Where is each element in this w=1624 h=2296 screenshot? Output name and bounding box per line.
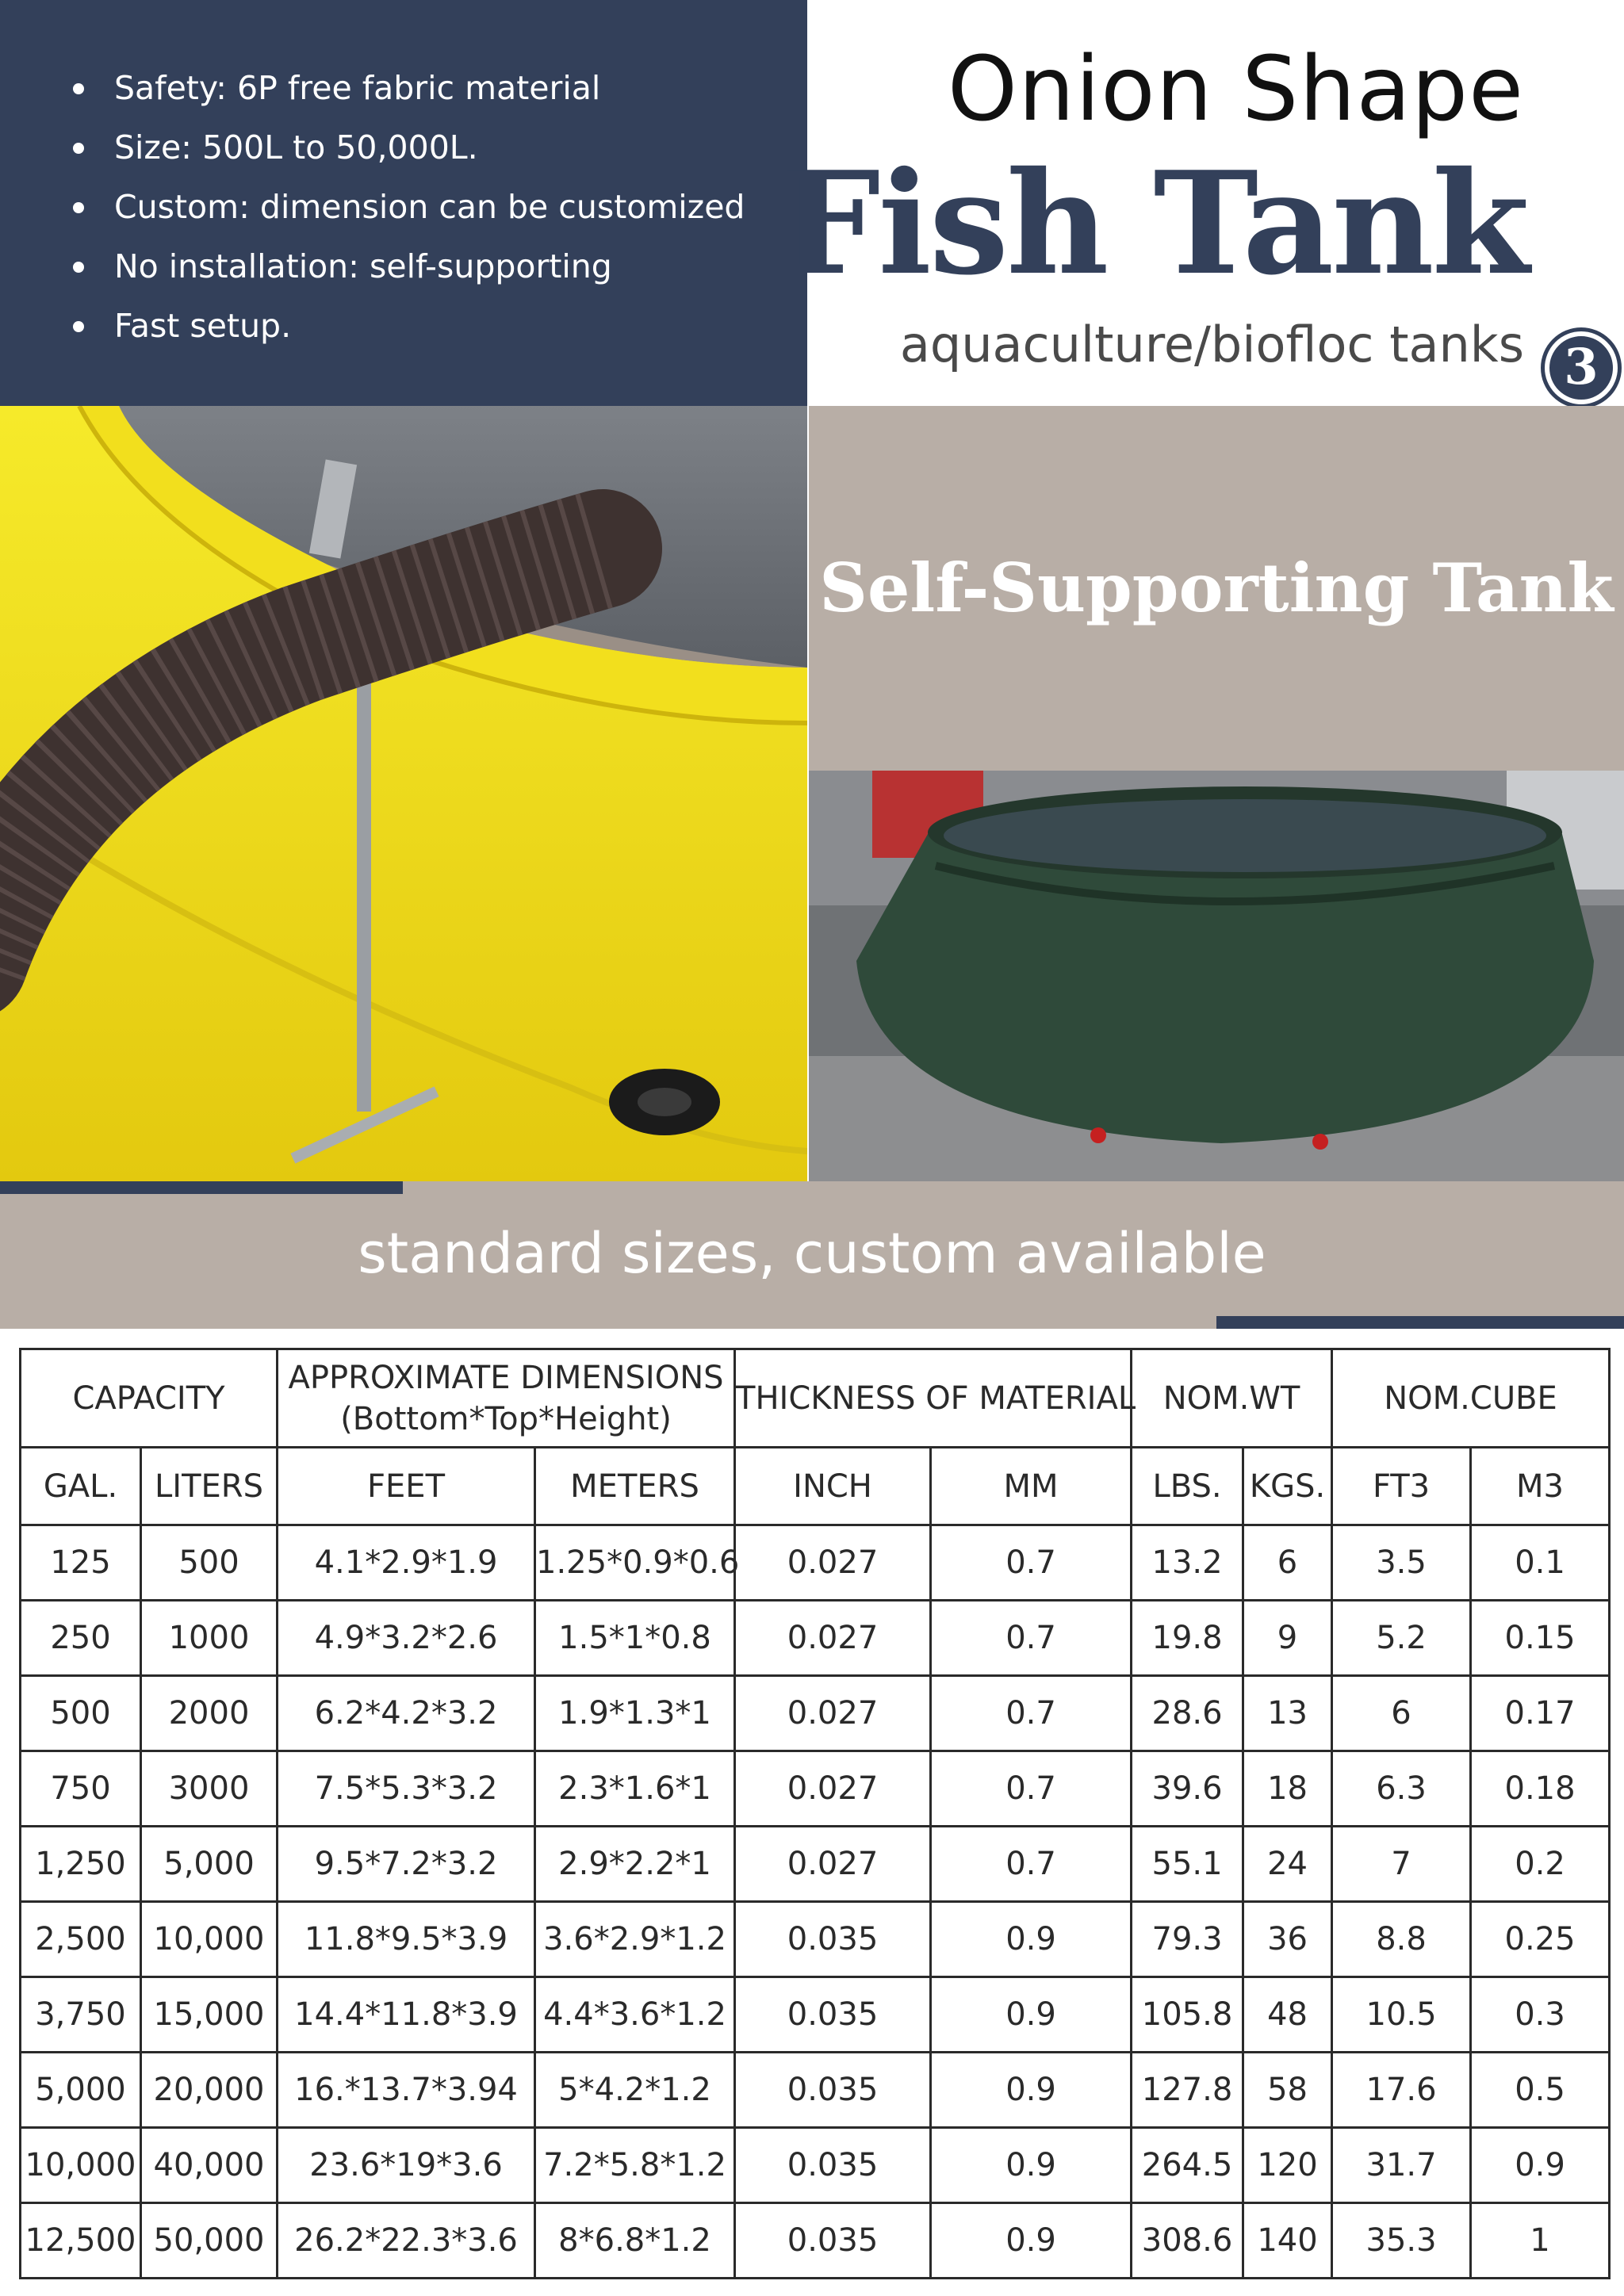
table-cell: 500	[21, 1676, 141, 1751]
table-row	[21, 1676, 1610, 1751]
table-cell: 10.5	[1332, 1977, 1471, 2053]
table-cell: 5.2	[1332, 1601, 1471, 1676]
feature-item	[73, 297, 745, 356]
bullet-icon	[73, 262, 84, 273]
table-cell: 308.6	[1132, 2203, 1243, 2279]
table-cell: 4.4*3.6*1.2	[535, 1977, 735, 2053]
column-header: FT3	[1332, 1448, 1471, 1525]
bullet-icon	[73, 202, 84, 213]
table-cell: 0.035	[735, 1977, 931, 2053]
table-row	[21, 1525, 1610, 1601]
table-row	[21, 2128, 1610, 2203]
green-tank-photo	[809, 771, 1624, 1181]
table-cell: 0.25	[1471, 1902, 1610, 1977]
table-cell: 120	[1243, 2128, 1332, 2203]
table-cell: 8.8	[1332, 1902, 1471, 1977]
feature-item	[73, 237, 745, 297]
column-header: FEET	[278, 1448, 535, 1525]
table-cell: 3.5	[1332, 1525, 1471, 1601]
table-cell: 0.035	[735, 1902, 931, 1977]
table-cell: 250	[21, 1601, 141, 1676]
table-cell: 24	[1243, 1827, 1332, 1902]
table-cell: 4.9*3.2*2.6	[278, 1601, 535, 1676]
table-cell: 105.8	[1132, 1977, 1243, 2053]
table-cell: 5,000	[21, 2053, 141, 2128]
feature-text: Custom: dimension can be customized	[114, 188, 745, 226]
table-body	[21, 1525, 1610, 2279]
table-cell: 125	[21, 1525, 141, 1601]
column-header: INCH	[735, 1448, 931, 1525]
table-cell: 0.035	[735, 2128, 931, 2203]
table-cell: 8*6.8*1.2	[535, 2203, 735, 2279]
table-cell: 39.6	[1132, 1751, 1243, 1827]
page-number-badge: 3	[1545, 331, 1618, 404]
dimensions-header-title: APPROXIMATE DIMENSIONS	[288, 1359, 724, 1396]
table-cell: 0.7	[931, 1601, 1132, 1676]
table-cell: 0.7	[931, 1827, 1132, 1902]
table-cell: 6.2*4.2*3.2	[278, 1676, 535, 1751]
table-cell: 2.3*1.6*1	[535, 1751, 735, 1827]
table-cell: 0.2	[1471, 1827, 1610, 1902]
section-heading: Self-Supporting Tank	[819, 549, 1614, 627]
table-cell: 750	[21, 1751, 141, 1827]
feature-text: Fast setup.	[114, 307, 292, 345]
dimensions-header	[278, 1349, 735, 1448]
table-cell: 3,750	[21, 1977, 141, 2053]
table-row	[21, 2203, 1610, 2279]
table-cell: 3000	[141, 1751, 278, 1827]
table-cell: 48	[1243, 1977, 1332, 2053]
column-header: LITERS	[141, 1448, 278, 1525]
table-cell: 7.2*5.8*1.2	[535, 2128, 735, 2203]
table-cell: 0.9	[931, 2128, 1132, 2203]
table-cell: 13	[1243, 1676, 1332, 1751]
table-cell: 0.9	[931, 2203, 1132, 2279]
column-header: METERS	[535, 1448, 735, 1525]
table-cell: 26.2*22.3*3.6	[278, 2203, 535, 2279]
table-cell: 18	[1243, 1751, 1332, 1827]
table-cell: 0.15	[1471, 1601, 1610, 1676]
table-cell: 1.25*0.9*0.6	[535, 1525, 735, 1601]
table-cell: 2.9*2.2*1	[535, 1827, 735, 1902]
table-cell: 5,000	[141, 1827, 278, 1902]
table-row	[21, 1827, 1610, 1902]
feature-item	[73, 178, 745, 237]
table-cell: 500	[141, 1525, 278, 1601]
column-header: MM	[931, 1448, 1132, 1525]
table-cell: 36	[1243, 1902, 1332, 1977]
table-cell: 1.5*1*0.8	[535, 1601, 735, 1676]
table-cell: 0.9	[931, 1902, 1132, 1977]
title-subtitle: aquaculture/biofloc tanks	[899, 316, 1524, 373]
table-cell: 6.3	[1332, 1751, 1471, 1827]
yellow-tank-photo	[0, 406, 807, 1181]
table-cell: 15,000	[141, 1977, 278, 2053]
table-cell: 7	[1332, 1827, 1471, 1902]
table-cell: 0.17	[1471, 1676, 1610, 1751]
feature-list	[73, 59, 745, 356]
yellow-tank-illustration	[0, 406, 807, 1181]
feature-item	[73, 118, 745, 178]
table-cell: 127.8	[1132, 2053, 1243, 2128]
feature-item	[73, 59, 745, 118]
feature-text: No installation: self-supporting	[114, 247, 612, 285]
feature-panel	[0, 0, 807, 406]
title-subject: Onion Shape	[947, 38, 1524, 141]
table-cell: 0.9	[1471, 2128, 1610, 2203]
bullet-icon	[73, 143, 84, 154]
table-cell: 10,000	[21, 2128, 141, 2203]
cube-header: NOM.CUBE	[1332, 1349, 1610, 1448]
page-title: Fish Tank	[779, 140, 1527, 306]
table-cell: 0.027	[735, 1601, 931, 1676]
weight-header: NOM.WT	[1132, 1349, 1332, 1448]
table-cell: 7.5*5.3*3.2	[278, 1751, 535, 1827]
table-cell: 40,000	[141, 2128, 278, 2203]
accent-stripe	[0, 1181, 403, 1194]
table-cell: 5*4.2*1.2	[535, 2053, 735, 2128]
table-cell: 55.1	[1132, 1827, 1243, 1902]
table-cell: 1000	[141, 1601, 278, 1676]
table-cell: 1,250	[21, 1827, 141, 1902]
table-cell: 0.7	[931, 1676, 1132, 1751]
table-cell: 0.7	[931, 1751, 1132, 1827]
table-cell: 0.027	[735, 1827, 931, 1902]
table-cell: 12,500	[21, 2203, 141, 2279]
table-cell: 50,000	[141, 2203, 278, 2279]
table-cell: 140	[1243, 2203, 1332, 2279]
table-cell: 0.027	[735, 1676, 931, 1751]
table-cell: 16.*13.7*3.94	[278, 2053, 535, 2128]
table-cell: 9	[1243, 1601, 1332, 1676]
table-cell: 6	[1332, 1676, 1471, 1751]
column-header: M3	[1471, 1448, 1610, 1525]
table-cell: 23.6*19*3.6	[278, 2128, 535, 2203]
thickness-header: THICKNESS OF MATERIAL	[735, 1349, 1132, 1448]
green-tank-illustration	[809, 771, 1624, 1181]
table-cell: 58	[1243, 2053, 1332, 2128]
table-cell: 0.9	[931, 2053, 1132, 2128]
table-cell: 10,000	[141, 1902, 278, 1977]
bullet-icon	[73, 321, 84, 332]
table-cell: 0.035	[735, 2053, 931, 2128]
size-spec-table	[19, 1348, 1611, 2279]
table-cell: 0.027	[735, 1525, 931, 1601]
table-cell: 264.5	[1132, 2128, 1243, 2203]
table-cell: 11.8*9.5*3.9	[278, 1902, 535, 1977]
table-row	[21, 2053, 1610, 2128]
table-cell: 0.3	[1471, 1977, 1610, 2053]
feature-text: Safety: 6P free fabric material	[114, 69, 601, 107]
accent-stripe	[1216, 1316, 1624, 1329]
table-cell: 2000	[141, 1676, 278, 1751]
table-cell: 0.027	[735, 1751, 931, 1827]
table-cell: 1	[1471, 2203, 1610, 2279]
table-cell: 17.6	[1332, 2053, 1471, 2128]
table-cell: 19.8	[1132, 1601, 1243, 1676]
table-row	[21, 1902, 1610, 1977]
feature-text: Size: 500L to 50,000L.	[114, 128, 478, 166]
sizes-caption: standard sizes, custom available	[358, 1221, 1266, 1286]
table-cell: 0.5	[1471, 2053, 1610, 2128]
table-cell: 4.1*2.9*1.9	[278, 1525, 535, 1601]
bullet-icon	[73, 83, 84, 94]
column-header: LBS.	[1132, 1448, 1243, 1525]
table-cell: 28.6	[1132, 1676, 1243, 1751]
column-header: KGS.	[1243, 1448, 1332, 1525]
table-cell: 6	[1243, 1525, 1332, 1601]
table-row	[21, 1601, 1610, 1676]
table-cell: 0.035	[735, 2203, 931, 2279]
table-cell: 3.6*2.9*1.2	[535, 1902, 735, 1977]
table-cell: 20,000	[141, 2053, 278, 2128]
table-row	[21, 1751, 1610, 1827]
table-cell: 0.1	[1471, 1525, 1610, 1601]
table-cell: 35.3	[1332, 2203, 1471, 2279]
table-cell: 9.5*7.2*3.2	[278, 1827, 535, 1902]
dimensions-header-note: (Bottom*Top*Height)	[340, 1400, 672, 1437]
table-cell: 79.3	[1132, 1902, 1243, 1977]
table-cell: 31.7	[1332, 2128, 1471, 2203]
table-cell: 0.7	[931, 1525, 1132, 1601]
table-cell: 2,500	[21, 1902, 141, 1977]
table-row	[21, 1977, 1610, 2053]
table-cell: 1.9*1.3*1	[535, 1676, 735, 1751]
table-cell: 14.4*11.8*3.9	[278, 1977, 535, 2053]
table-cell: 0.9	[931, 1977, 1132, 2053]
column-header: GAL.	[21, 1448, 141, 1525]
table-cell: 13.2	[1132, 1525, 1243, 1601]
capacity-header: CAPACITY	[21, 1349, 278, 1448]
table-cell: 0.18	[1471, 1751, 1610, 1827]
